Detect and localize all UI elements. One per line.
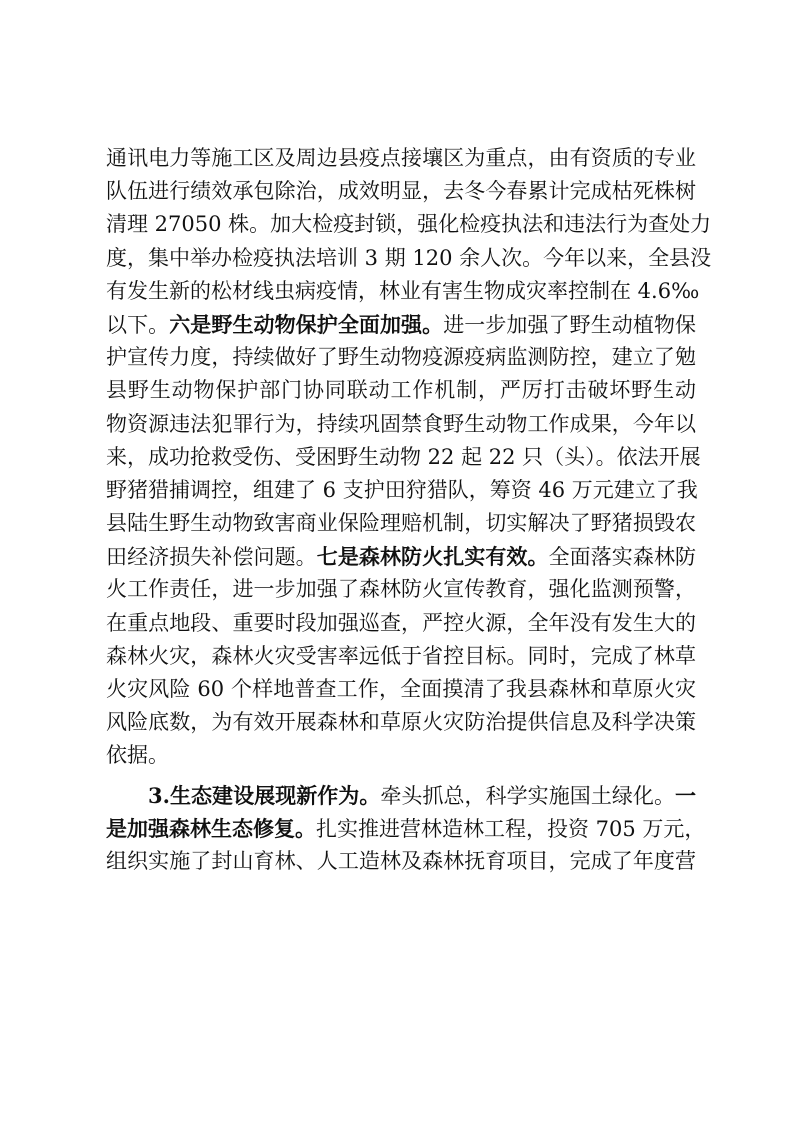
text-line <box>106 779 696 812</box>
paragraph-pest-wildlife-fire <box>106 142 712 773</box>
text-run: 全面落实森林防 <box>548 545 697 570</box>
text-run: 扎实推进营林造林工程，投资 705 万元， <box>316 816 706 841</box>
text-line: 队伍进行绩效承包除治，成效明显，去冬今春累计完成枯死株树 <box>106 179 696 204</box>
document-page <box>106 142 712 878</box>
text-line: 有发生新的松材线虫病疫情，林业有害生物成灾率控制在 4.6‰ <box>106 278 700 303</box>
text-line: 依据。 <box>106 743 169 768</box>
text-line: 度，集中举办检疫执法培训 3 期 120 余人次。今年以来，全县没 <box>106 245 712 270</box>
section-heading-ecology: 3.生态建设展现新作为。 <box>148 782 381 808</box>
text-line: 通讯电力等施工区及周边县疫点接壤区为重点，由有资质的专业 <box>106 146 696 170</box>
text-line: 森林火灾，森林火灾受害率远低于省控目标。同时，完成了林草 <box>106 643 696 668</box>
text-run: 田经济损失补偿问题。 <box>106 545 317 570</box>
text-line: 清理 27050 株。加大检疫封锁，强化检疫执法和违法行为查处力 <box>106 212 712 237</box>
text-run: 牵头抓总，科学实施国土绿化。 <box>380 783 675 808</box>
text-line <box>106 540 696 573</box>
text-line <box>106 308 696 341</box>
bold-heading-fire: 七是森林防火扎实有效。 <box>316 544 549 570</box>
text-line: 县野生动物保护部门协同联动工作机制，严厉打击破坏野生动 <box>106 378 696 403</box>
text-line: 县陆生野生动物致害商业保险理赔机制，切实解决了野猪损毁农 <box>106 511 696 536</box>
text-line: 野猪猎捕调控，组建了 6 支护田狩猎队，筹资 46 万元建立了我 <box>106 477 698 502</box>
text-run: 以下。 <box>106 312 170 337</box>
text-line: 来，成功抢救受伤、受困野生动物 22 起 22 只（头）。依法开展 <box>106 444 701 469</box>
text-line: 风险底数，为有效开展森林和草原火灾防治提供信息及科学决策 <box>106 710 696 735</box>
text-run: 进一步加强了野生动植物保 <box>443 312 697 337</box>
bold-heading-start: 一 <box>674 782 696 808</box>
paragraph-ecology <box>106 779 706 879</box>
text-line <box>106 812 706 845</box>
bold-heading-forest-restoration: 是加强森林生态修复。 <box>106 815 316 841</box>
text-line: 火灾风险 60 个样地普查工作，全面摸清了我县森林和草原火灾 <box>106 677 696 701</box>
text-line: 在重点地段、重要时段加强巡查，严控火源，全年没有发生大的 <box>106 610 696 635</box>
bold-heading-wildlife: 六是野生动物保护全面加强。 <box>169 311 444 337</box>
text-line: 组织实施了封山育林、人工造林及森林抚育项目，完成了年度营 <box>106 848 696 873</box>
text-line: 物资源违法犯罪行为，持续巩固禁食野生动物工作成果，今年以 <box>106 411 696 436</box>
text-line: 火工作责任，进一步加强了森林防火宣传教育，强化监测预警， <box>106 577 696 602</box>
text-line: 护宣传力度，持续做好了野生动物疫源疫病监测防控，建立了勉 <box>106 345 696 370</box>
